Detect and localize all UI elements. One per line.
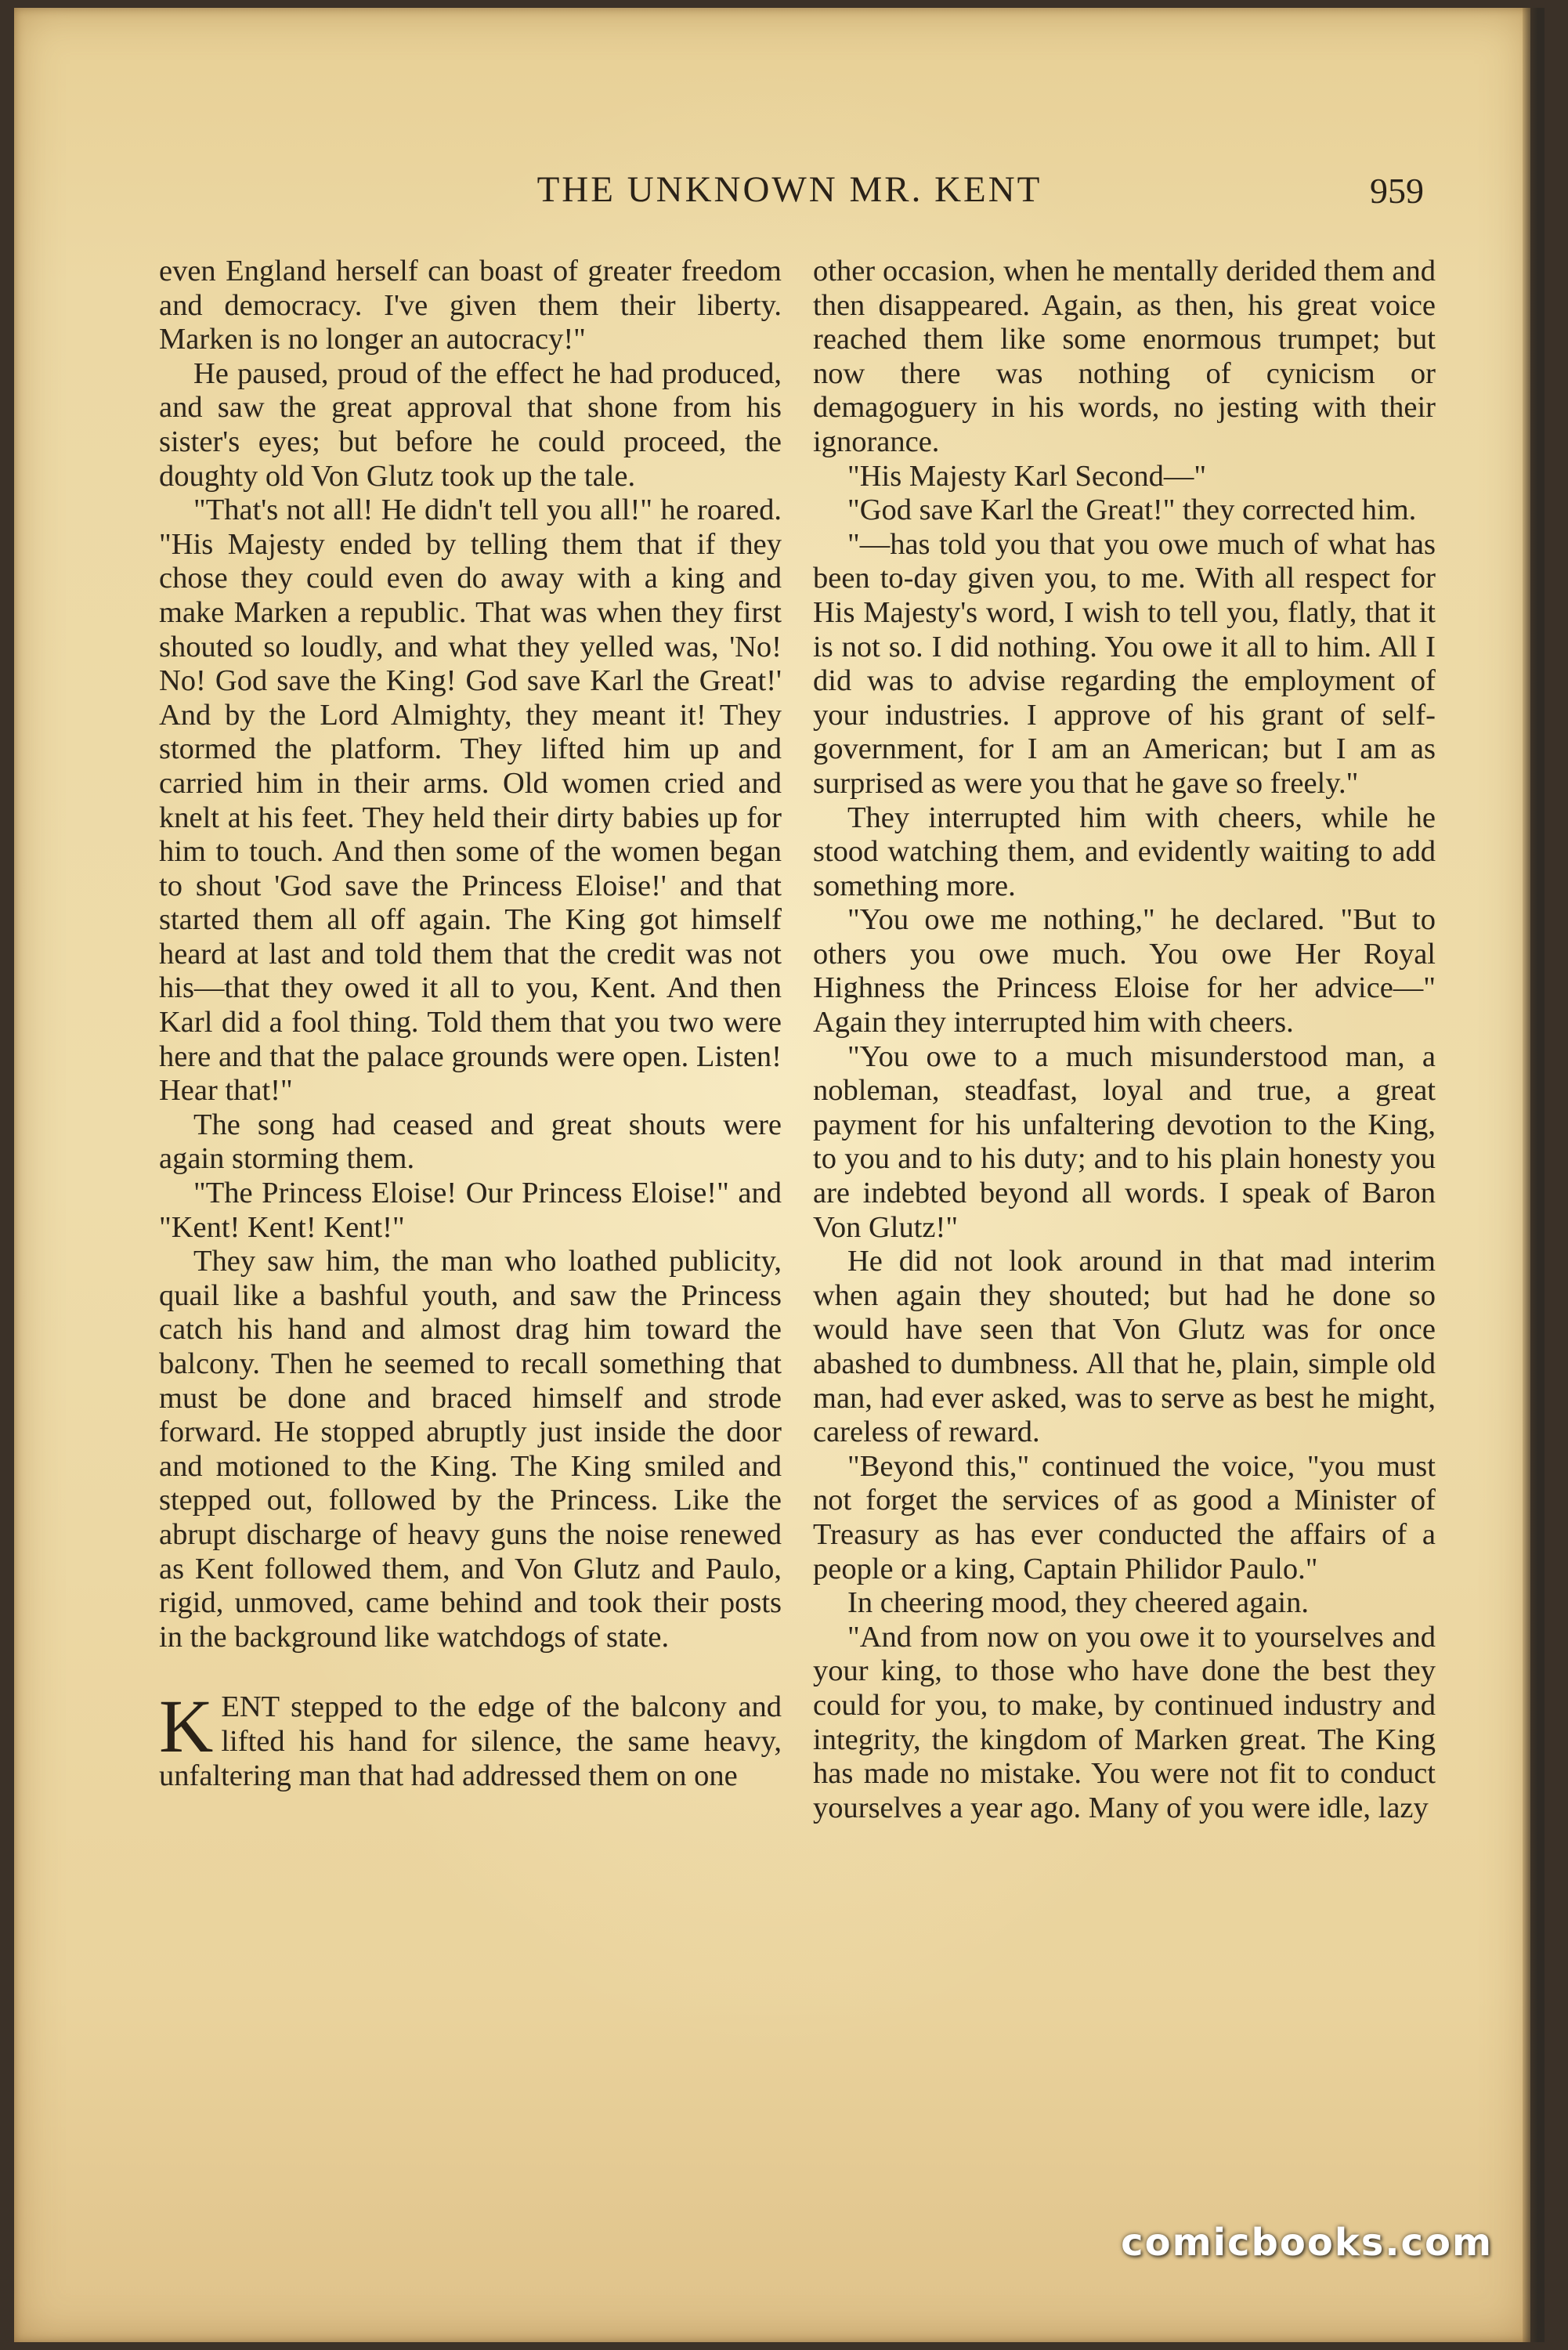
left-column <box>159 255 782 1793</box>
drop-cap-initial: K <box>159 1684 214 1769</box>
paragraph: "The Princess Eloise! Our Princess Eloise!" and "Kent! Kent! Kent!" <box>159 1177 782 1244</box>
paragraph: "—has told you that you owe much of what has been to-day given you, to me. With all respect for His Majesty's word, I wish to tell you, flatly, that it is not so. I did nothing. You owe it all to him. All I did was to advise regarding the employment of your industries. I approve of his grant of self-government, for I am an American; but I am as surprised as were you that he gave so freely." <box>813 527 1436 800</box>
paragraph: He did not look around in that mad interim when again they shouted; but had he done so would have seen that Von Glutz was for once abashed to dumbness. All that he, plain, simple old man, had ever asked, was to serve as best he might, careless of reward. <box>813 1245 1436 1449</box>
paragraph: They interrupted him with cheers, while he stood watching them, and evidently waiting to add something more. <box>813 801 1436 902</box>
right-column <box>813 255 1436 1825</box>
site-watermark: comicbooks.com <box>1121 2221 1493 2265</box>
paragraph: other occasion, when he mentally derided them and then disappeared. Again, as then, his great voice reached them like some enormous trumpet; but now there was nothing of cynicism or demagoguery in his words, no jesting with their ignorance. <box>813 255 1436 458</box>
paragraph: "His Majesty Karl Second—" <box>847 459 1207 493</box>
running-title: THE UNKNOWN MR. KENT <box>537 169 1042 210</box>
paragraph: even England herself can boast of greater freedom and democracy. I've given them their liberty. Marken is no longer an autocracy!" <box>159 255 782 356</box>
paragraph: The song had ceased and great shouts were again storming them. <box>159 1108 782 1176</box>
paragraph: He paused, proud of the effect he had produced, and saw the great approval that shone from his sister's eyes; but before he could proceed, the doughty old Von Glutz took up the tale. <box>159 356 782 493</box>
section-break <box>159 1654 782 1690</box>
paragraph: In cheering mood, they cheered again. <box>847 1586 1310 1620</box>
paragraph: "That's not all! He didn't tell you all!" he roared. "His Majesty ended by telling them that if they chose they could even do away with a king and make Marken a republic. That was when they first shouted so loudly, and what they yelled was, 'No! No! God save the King! God save Karl the Great!' And by the Lord Almighty, they meant it! They stormed the platform. They lifted him up and carried him in their arms. Old women cried and knelt at his feet. They held their dirty babies up for him to touch. And then some of the women began to shout 'God save the Princess Eloise!' and that started them all off again. The King got himself heard at last and told them that the credit was not his—that they owed it all to you, Kent. And then Karl did a fool thing. Told them that you two were here and that the palace grounds were open. Listen! Hear that!" <box>159 494 782 1108</box>
page-header <box>155 168 1424 223</box>
paragraph: "You owe me nothing," he declared. "But to others you owe much. You owe Her Royal Highness the Princess Eloise for her advice—" Again they interrupted him with cheers. <box>813 903 1436 1039</box>
magazine-page <box>14 8 1530 2342</box>
dropcap-paragraph-text: ENT stepped to the edge of the balcony and lifted his hand for silence, the same heavy, unfaltering man that had addressed them on one <box>159 1690 782 1792</box>
page-number: 959 <box>1370 171 1424 211</box>
paragraph: "You owe to a much misunderstood man, a nobleman, steadfast, loyal and true, a great payment for his unfaltering devotion to the King, to you and to his duty; and to his plain honesty you are indebted beyond all words. I speak of Baron Von Glutz!" <box>813 1039 1436 1244</box>
paragraph: "Beyond this," continued the voice, "you must not forget the services of as good a Minister of Treasury as has ever conducted the affairs of a people or a king, Captain Philidor Paulo." <box>813 1449 1436 1585</box>
dropcap-paragraph <box>159 1684 782 1793</box>
paragraph: "God save Karl the Great!" they corrected him. <box>847 494 1417 527</box>
paragraph: They saw him, the man who loathed publicity, quail like a bashful youth, and saw the Princess catch his hand and almost drag him toward the balcony. Then he seemed to recall something that must be done and braced himself and strode forward. He stopped abruptly just inside the door and motioned to the King. The King smiled and stepped out, followed by the Princess. Like the abrupt discharge of heavy guns the noise renewed as Kent followed them, and Von Glutz and Paulo, rigid, unmoved, came behind and took their posts in the background like watchdogs of state. <box>159 1245 782 1654</box>
paragraph: "And from now on you owe it to yourselves and your king, to those who have done the best they could for you, to make, by continued industry and integrity, the kingdom of Marken great. The King has made no mistake. You were not fit to conduct yourselves a year ago. Many of you were idle, lazy <box>813 1620 1436 1824</box>
